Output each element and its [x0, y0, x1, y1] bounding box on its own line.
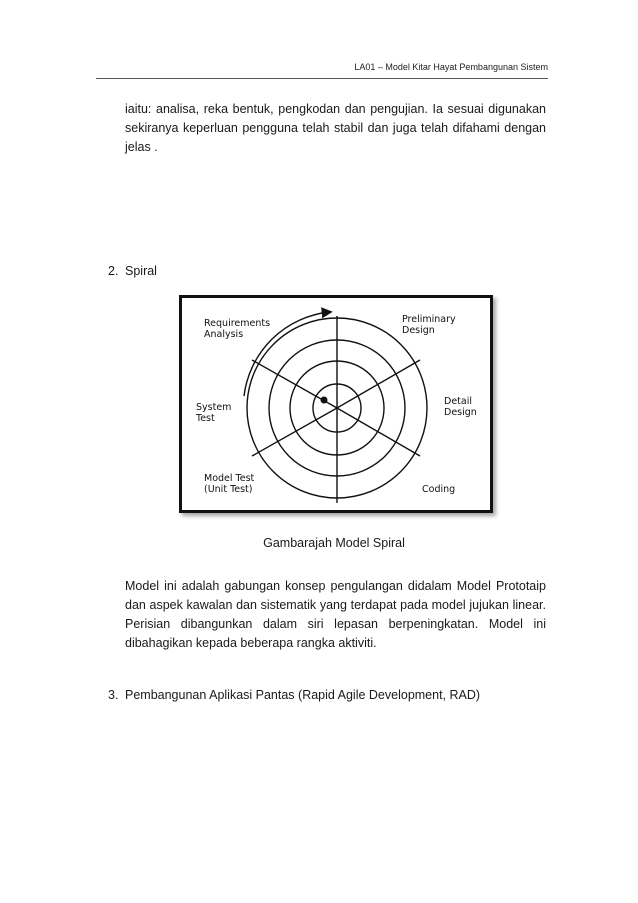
label-preliminary-design: Preliminary Design — [402, 314, 456, 336]
spiral-model-diagram — [179, 295, 493, 513]
section-2-heading — [108, 264, 157, 278]
page-header: LA01 – Model Kitar Hayat Pembangunan Sistem — [354, 62, 548, 72]
axis-upper-right — [337, 360, 420, 408]
label-coding: Coding — [422, 484, 456, 495]
section-2-title: Spiral — [125, 264, 157, 278]
header-divider — [96, 78, 548, 79]
axis-lower-right — [337, 408, 420, 456]
axis-lower-left — [252, 408, 337, 456]
section-3-title: Pembangunan Aplikasi Pantas (Rapid Agile Development, RAD) — [125, 688, 481, 702]
label-detail-design: Detail Design — [444, 396, 477, 418]
label-system-test: System Test — [196, 402, 232, 424]
section-3-number: 3. — [108, 688, 119, 702]
section-3-heading — [108, 688, 480, 702]
section-2-number: 2. — [108, 264, 119, 278]
label-model-test: Model Test (Unit Test) — [204, 473, 255, 495]
figure-caption: Gambarajah Model Spiral — [263, 536, 405, 550]
label-requirements-analysis: Requirements Analysis — [204, 318, 271, 340]
intro-paragraph: iaitu: analisa, reka bentuk, pengkodan dan pengujian. Ia sesuai digunakan sekiranya keperluan pengguna telah stabil dan juga telah difahami dengan jelas . — [125, 102, 546, 154]
spiral-start-dot — [321, 397, 328, 404]
spiral-paragraph: Model ini adalah gabungan konsep pengulangan didalam Model Prototaip dan aspek kawalan dan sistematik yang terdapat pada model jujukan linear. Perisian dibangunkan dalam siri lepasan berpeningkatan. Model ini dibahagikan kepada beberapa rangka aktiviti. — [125, 579, 546, 650]
